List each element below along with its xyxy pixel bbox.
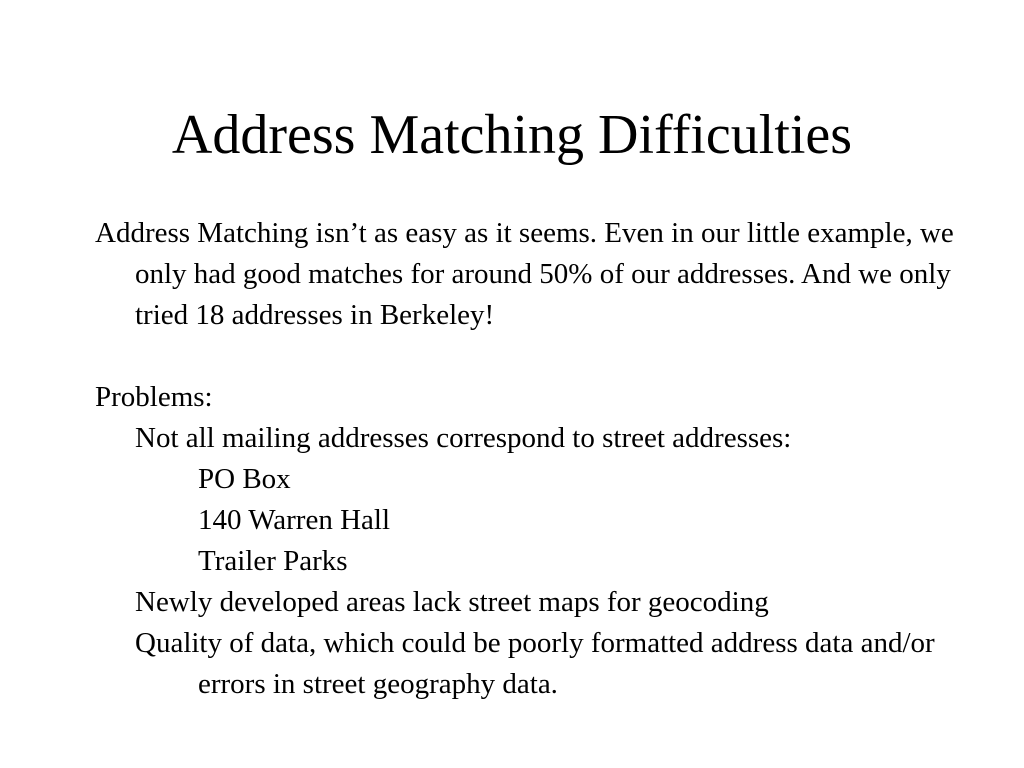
example-warren-hall: 140 Warren Hall xyxy=(198,504,391,536)
spacer xyxy=(95,336,975,377)
example-trailer-parks: Trailer Parks xyxy=(198,545,348,577)
slide-title: Address Matching Difficulties xyxy=(171,104,853,166)
problem-item-data-quality: Quality of data, which could be poorly formatted address data and/or errors in street geography data. xyxy=(135,627,935,700)
problem-item-mailing-addresses: Not all mailing addresses correspond to street addresses: xyxy=(135,422,792,454)
intro-paragraph: Address Matching isn’t as easy as it seems. Even in our little example, we only had good matches for around 50% of our addresses. And we only tried 18 addresses in Berkeley! xyxy=(95,217,954,331)
example-po-box: PO Box xyxy=(198,463,291,495)
slide-body xyxy=(95,213,975,705)
problem-item-new-areas: Newly developed areas lack street maps for geocoding xyxy=(135,586,769,618)
problems-heading: Problems: xyxy=(95,381,213,413)
